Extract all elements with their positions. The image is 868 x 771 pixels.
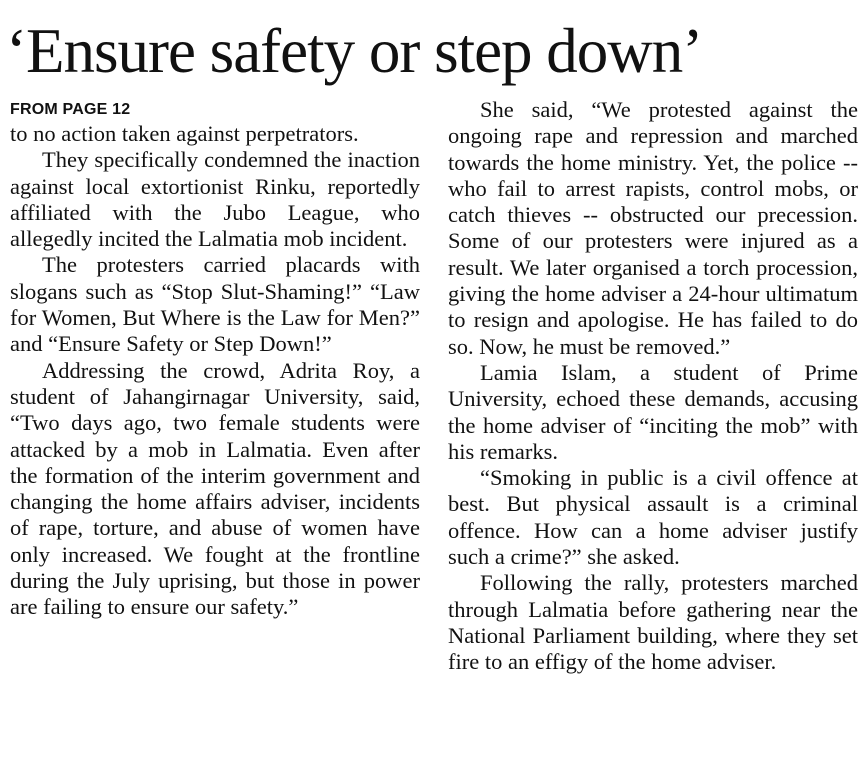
body-paragraph: Following the rally, protesters marched through Lalmatia before gathering near the National Parliament building, where they set fire to an effigy of the home adviser. — [448, 570, 858, 675]
headline: ‘Ensure safety or step down’ — [6, 16, 703, 86]
body-paragraph: to no action taken against perpetrators. — [10, 121, 359, 146]
body-paragraph: Addressing the crowd, Adrita Roy, a student of Jahangirnagar University, said, “Two days ago, two female students were attacked by a mob in Lalmatia. Even after the formation of the interim government and changing the home affairs adviser, incidents of rape, torture, and abuse of women have only increased. We fought at the frontline during the July uprising, but those in power are failing to ensure our safety.” — [10, 357, 420, 620]
continuation-kicker: FROM PAGE 12 — [10, 101, 131, 118]
article-column-left — [10, 97, 420, 621]
body-paragraph: Lamia Islam, a student of Prime University, echoed these demands, accusing the home adviser of “inciting the mob” with his remarks. — [448, 359, 858, 464]
article-column-right — [448, 97, 858, 676]
body-paragraph: The protesters carried placards with slogans such as “Stop Slut-Shaming!” “Law for Women, But Where is the Law for Men?” and “Ensure Safety or Step Down!” — [10, 252, 420, 357]
body-paragraph: She said, “We protested against the ongoing rape and repression and marched towards the home ministry. Yet, the police -- who fail to arrest rapists, control mobs, or catch thieves -- obstructed our precession. Some of our protesters were injured as a result. We later organised a torch procession, giving the home adviser a 24-hour ultimatum to resign and apologise. He has failed to do so. Now, he must be removed.” — [448, 97, 858, 359]
body-paragraph: “Smoking in public is a civil offence at best. But physical assault is a criminal offence. How can a home adviser justify such a crime?” she asked. — [448, 465, 858, 570]
body-paragraph: They specifically condemned the inaction against local extortionist Rinku, reportedly affiliated with the Jubo League, who allegedly incited the Lalmatia mob incident. — [10, 147, 420, 252]
